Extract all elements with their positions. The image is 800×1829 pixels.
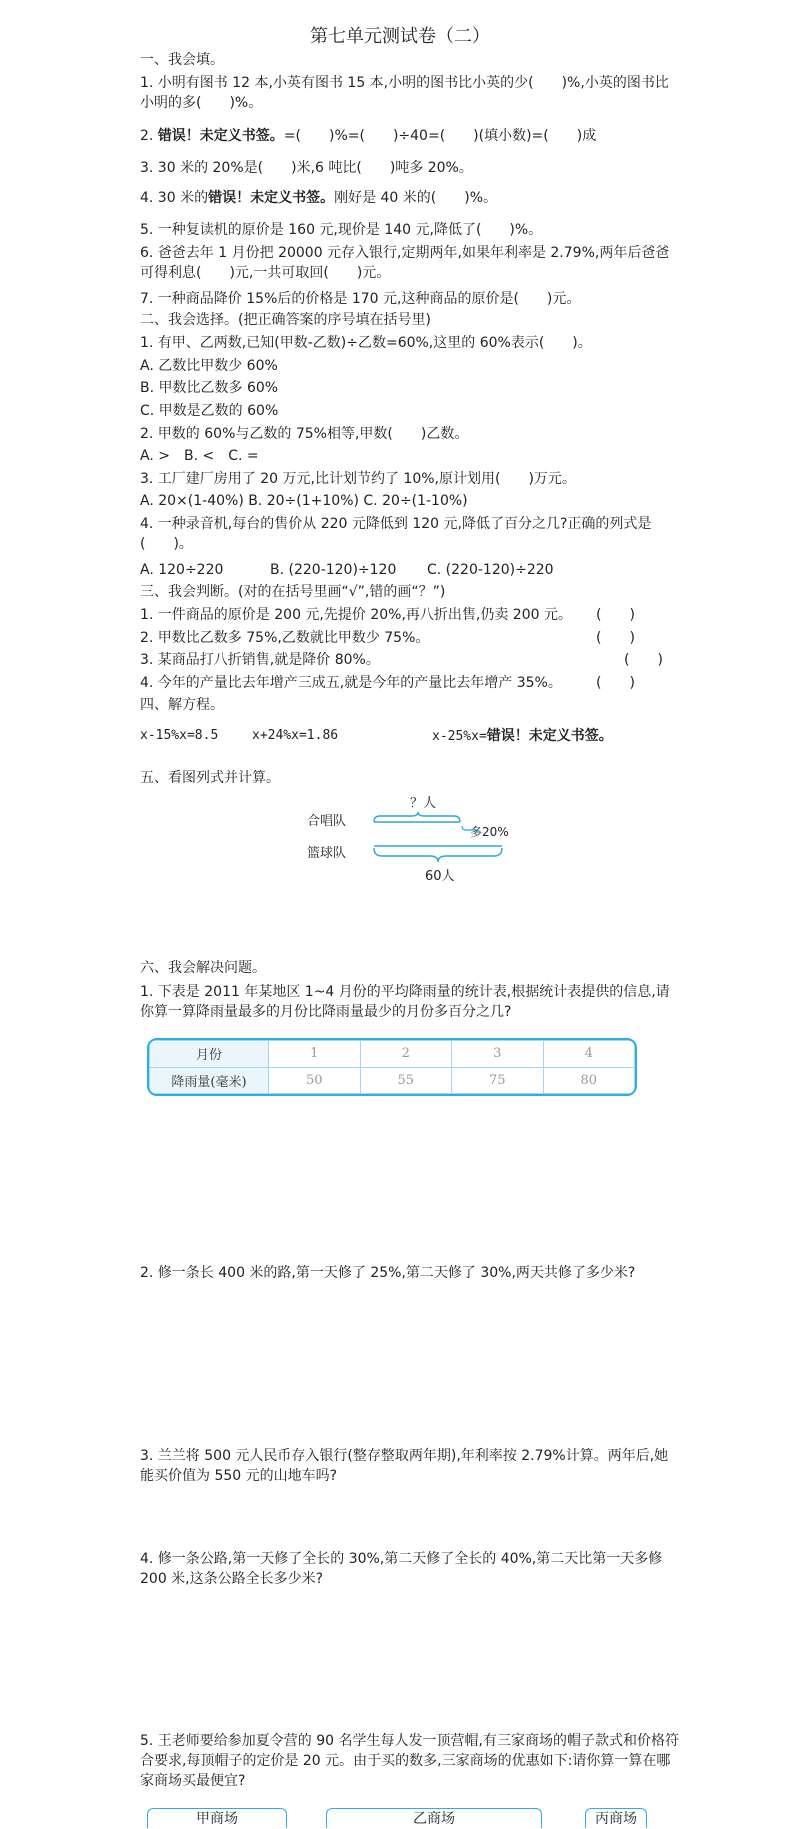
total-brace bbox=[374, 848, 502, 862]
error-bookmark: 错误！未定义书签。 bbox=[486, 728, 613, 744]
shop-a-tab: 甲商场 bbox=[147, 1808, 287, 1828]
s1-q7: 7. 一种商品降价 15%后的价格是 170 元,这种商品的原价是( )元。 bbox=[140, 291, 581, 307]
table-header-month: 月份 bbox=[150, 1041, 269, 1068]
table-row bbox=[150, 1067, 635, 1094]
table-cell: 2 bbox=[360, 1041, 452, 1068]
equation-3 bbox=[432, 726, 613, 747]
table-cell: 75 bbox=[452, 1067, 544, 1094]
s1-q2 bbox=[140, 126, 596, 146]
bar-diagram bbox=[370, 808, 510, 870]
table-cell: 4 bbox=[543, 1041, 635, 1068]
s3-q3: 3. 某商品打八折销售,就是降价 80%。 bbox=[140, 652, 380, 668]
s2-q4-option-a: A. 120÷220 bbox=[140, 562, 224, 578]
unknown-label: ？人 bbox=[410, 796, 437, 811]
table-header-rainfall: 降雨量(毫米) bbox=[150, 1067, 269, 1094]
s3-q3-blank: ( ) bbox=[624, 652, 663, 668]
s1-q2-text: =( )%=( )÷40=( )(填小数)=( )成 bbox=[283, 128, 597, 144]
page-title: 第七单元测试卷（二） bbox=[310, 26, 490, 47]
s1-q3: 3. 30 米的 20%是( )米,6 吨比( )吨多 20%。 bbox=[140, 160, 473, 176]
error-bookmark: 错误！未定义书签。 bbox=[157, 128, 284, 144]
table-cell: 1 bbox=[269, 1041, 361, 1068]
total-label: 60人 bbox=[425, 869, 455, 884]
s2-q1: 1. 有甲、乙两数,已知(甲数-乙数)÷乙数=60%,这里的 60%表示( )。 bbox=[140, 335, 592, 351]
s6-q4: 4. 修一条公路,第一天修了全长的 30%,第二天修了全长的 40%,第二天比第一天多修 200 米,这条公路全长多少米? bbox=[140, 1551, 663, 1587]
choir-brace bbox=[374, 812, 460, 822]
s6-q5: 5. 王老师要给参加夏令营的 90 名学生每人发一顶营帽,有三家商场的帽子款式和价格符合要求,每顶帽子的定价是 20 元。由于买的数多,三家商场的优惠如下:请你算一算在哪家商场买最便宜? bbox=[140, 1733, 679, 1789]
section-1-heading: 一、我会填。 bbox=[140, 52, 224, 68]
equation-3-text: x-25%x= bbox=[432, 729, 487, 744]
s6-q1: 1. 下表是 2011 年某地区 1~4 月份的平均降雨量的统计表,根据统计表提供的信息,请你算一算降雨量最多的月份比降雨量最少的月份多百分之几? bbox=[140, 984, 670, 1020]
s2-q1-option-b: B. 甲数比乙数多 60% bbox=[140, 380, 279, 396]
equation-1: x-15%x=8.5 bbox=[140, 728, 219, 743]
s3-q2-blank: ( ) bbox=[596, 630, 635, 646]
s6-q2: 2. 修一条长 400 米的路,第一天修了 25%,第二天修了 30%,两天共修了多少米? bbox=[140, 1265, 636, 1281]
s6-q3: 3. 兰兰将 500 元人民币存入银行(整存整取两年期),年利率按 2.79%计算。两年后,她能买价值为 550 元的山地车吗? bbox=[140, 1448, 669, 1484]
section-2-heading: 二、我会选择。(把正确答案的序号填在括号里) bbox=[140, 312, 431, 328]
s2-q3-options: A. 20×(1-40%) B. 20÷(1+10%) C. 20÷(1-10%) bbox=[140, 493, 468, 509]
s2-q3: 3. 工厂建厂房用了 20 万元,比计划节约了 10%,原计划用( )万元。 bbox=[140, 471, 576, 487]
rainfall-table bbox=[147, 1038, 637, 1096]
s2-q2: 2. 甲数的 60%与乙数的 75%相等,甲数( )乙数。 bbox=[140, 426, 469, 442]
table-row bbox=[150, 1041, 635, 1068]
table-cell: 55 bbox=[360, 1067, 452, 1094]
table-cell: 50 bbox=[269, 1067, 361, 1094]
s3-q1: 1. 一件商品的原价是 200 元,先提价 20%,再八折出售,仍卖 200 元。 bbox=[140, 607, 572, 623]
more-label: 多20% bbox=[470, 825, 509, 839]
section-6-heading: 六、我会解决问题。 bbox=[140, 960, 266, 976]
s2-q4-option-c: C. (220-120)÷220 bbox=[427, 562, 554, 578]
basketball-label: 篮球队 bbox=[307, 846, 347, 861]
section-4-heading: 四、解方程。 bbox=[140, 697, 224, 713]
s2-q4-option-b: B. (220-120)÷120 bbox=[270, 562, 397, 578]
more-brace bbox=[462, 826, 480, 834]
s3-q4: 4. 今年的产量比去年增产三成五,就是今年的产量比去年增产 35%。 bbox=[140, 675, 562, 691]
error-bookmark: 错误！未定义书签。 bbox=[208, 190, 335, 206]
s1-q5: 5. 一种复读机的原价是 160 元,现价是 140 元,降低了( )%。 bbox=[140, 222, 543, 238]
shop-b-tab: 乙商场 bbox=[326, 1808, 542, 1828]
s3-q4-blank: ( ) bbox=[596, 675, 635, 691]
s1-q4-b: 刚好是 40 米的( )%。 bbox=[334, 190, 498, 206]
s1-q1: 1. 小明有图书 12 本,小英有图书 15 本,小明的图书比小英的少( )%,小英的图书比小明的多( )%。 bbox=[140, 75, 669, 111]
section-3-heading: 三、我会判断。(对的在括号里画“√”,错的画“？”) bbox=[140, 584, 446, 600]
s1-q2-num: 2. bbox=[140, 128, 158, 144]
s2-q1-option-c: C. 甲数是乙数的 60% bbox=[140, 403, 279, 419]
shop-c-tab: 丙商场 bbox=[585, 1808, 647, 1828]
table-cell: 80 bbox=[543, 1067, 635, 1094]
s3-q2: 2. 甲数比乙数多 75%,乙数就比甲数少 75%。 bbox=[140, 630, 430, 646]
section-5-heading: 五、看图列式并计算。 bbox=[140, 770, 280, 786]
s2-q1-option-a: A. 乙数比甲数少 60% bbox=[140, 358, 278, 374]
s3-q1-blank: ( ) bbox=[596, 607, 635, 623]
s1-q4-a: 4. 30 米的 bbox=[140, 190, 209, 206]
s2-q2-options: A. > B. < C. = bbox=[140, 448, 259, 464]
s2-q4: 4. 一种录音机,每台的售价从 220 元降低到 120 元,降低了百分之几?正确的列式是( )。 bbox=[140, 516, 652, 552]
s1-q6: 6. 爸爸去年 1 月份把 20000 元存入银行,定期两年,如果年利率是 2.79%,两年后爸爸可得利息( )元,一共可取回( )元。 bbox=[140, 245, 670, 281]
s1-q4 bbox=[140, 188, 497, 208]
table-cell: 3 bbox=[452, 1041, 544, 1068]
choir-label: 合唱队 bbox=[307, 814, 347, 829]
equation-2: x+24%x=1.86 bbox=[252, 728, 339, 743]
